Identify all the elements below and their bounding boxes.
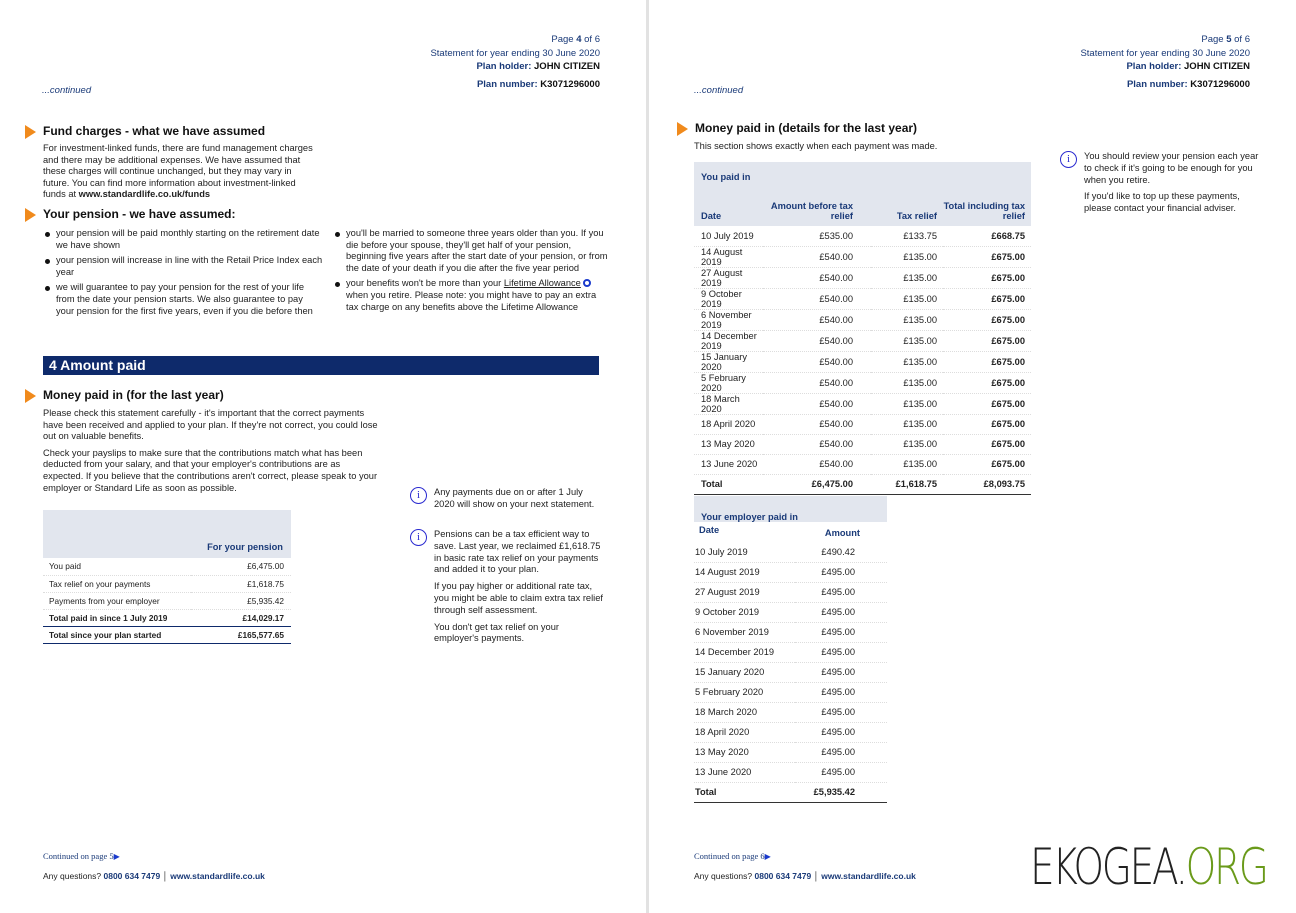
- amount-cell: £495.00: [821, 627, 855, 637]
- date-cell: 18 March 2020: [701, 393, 740, 414]
- total-cell: £675.00: [991, 293, 1025, 304]
- table-row: [694, 309, 1031, 330]
- total-cell: £675.00: [991, 314, 1025, 325]
- arrow-icon: [25, 125, 36, 139]
- amount-cell: £495.00: [821, 607, 855, 617]
- questions-label: Any questions?: [43, 871, 104, 881]
- page-total: of 6: [581, 34, 600, 45]
- table-row: [694, 682, 887, 702]
- phone-number[interactable]: 0800 634 7479: [754, 871, 812, 881]
- tax-relief-cell: £135.00: [903, 272, 937, 283]
- logo-accent: ORG: [1185, 838, 1267, 896]
- amount-cell: £540.00: [819, 356, 853, 367]
- table-row: [43, 592, 291, 609]
- col-tax-relief: Tax relief: [896, 211, 937, 221]
- amount-cell: £540.00: [819, 419, 853, 429]
- col-date: Date: [701, 211, 722, 221]
- amount-cell: £540.00: [819, 335, 853, 346]
- website-link[interactable]: www.standardlife.co.uk: [170, 871, 265, 881]
- amount-cell: £495.00: [821, 587, 855, 597]
- glossary-icon[interactable]: [583, 279, 591, 287]
- info-note: [1060, 151, 1260, 220]
- pension-assumed-heading: [25, 207, 236, 221]
- col-for-your-pension: For your pension: [207, 542, 283, 552]
- funds-link[interactable]: www.standardlife.co.uk/funds: [78, 189, 211, 200]
- tax-relief-cell: £135.00: [903, 377, 937, 388]
- total-cell: £675.00: [991, 251, 1025, 262]
- amount-cell: £490.42: [821, 546, 855, 557]
- info-text: You should review your pension each year to check if it's going to be enough for you when you retire.: [1084, 151, 1259, 185]
- summary-table: [43, 510, 291, 644]
- table-row: [43, 558, 291, 575]
- arrow-icon: [677, 122, 688, 136]
- total-cell: £675.00: [991, 398, 1025, 409]
- heading-text: Money paid in (details for the last year): [695, 121, 918, 135]
- heading-text: Your pension - we have assumed:: [43, 207, 236, 221]
- date-cell: 14 August 2019: [695, 567, 760, 577]
- date-cell: 9 October 2019: [695, 607, 760, 617]
- assumption-item: we will guarantee to pay your pension for the rest of your life from the date your pension starts. We also guarantee to pay your pension for the first five years, even if you die before then: [43, 282, 323, 317]
- item-text: when you retire. Please note: you might have to pay an extra tax charge on any benefits above the Lifetime Allowance: [346, 289, 597, 312]
- row-value: £5,935.42: [247, 595, 284, 606]
- tax-relief-cell: £135.00: [903, 439, 937, 449]
- date-cell: 13 June 2020: [701, 459, 758, 469]
- fund-charges-text: [43, 143, 313, 201]
- assumptions-left: [43, 228, 323, 321]
- page-header: [1080, 33, 1250, 91]
- date-cell: 13 May 2020: [701, 439, 755, 449]
- assumptions-right: [333, 228, 609, 317]
- date-cell: 15 January 2020: [695, 667, 765, 677]
- info-text: You don't get tax relief on your employer's payments.: [434, 621, 559, 644]
- date-cell: 18 March 2020: [695, 707, 758, 717]
- date-cell: 14 December 2019: [695, 647, 775, 657]
- employer-paid-in-table: [694, 496, 887, 803]
- amount-cell: £540.00: [819, 314, 853, 325]
- page-4: [0, 0, 646, 913]
- table-row: [694, 622, 887, 642]
- plan-number-label: Plan number:: [476, 78, 541, 90]
- money-paid-details-heading: [677, 121, 917, 135]
- statement-period: Statement for year ending 30 June 2020: [430, 47, 600, 59]
- total-cell: £8,093.75: [983, 479, 1025, 489]
- date-cell: 27 August 2019: [695, 587, 760, 597]
- total-cell: £675.00: [991, 272, 1025, 283]
- amount-cell: £495.00: [821, 727, 855, 737]
- table-row: [694, 288, 1031, 309]
- row-value: £14,029.17: [242, 612, 284, 623]
- arrow-icon: [25, 389, 36, 403]
- tax-relief-cell: £133.75: [903, 230, 937, 241]
- date-cell: 6 November 2019: [695, 627, 769, 637]
- date-cell: 18 April 2020: [701, 419, 756, 429]
- date-cell: 9 October 2019: [701, 288, 742, 309]
- table-row: [694, 542, 887, 562]
- table-header: [43, 510, 291, 558]
- total-cell: £675.00: [991, 377, 1025, 388]
- col-amount-before-tax-relief: Amount before tax relief: [770, 201, 853, 221]
- info-note: [410, 487, 605, 516]
- col-date: Date: [699, 525, 720, 535]
- play-arrow-icon: ▶: [113, 852, 120, 861]
- tax-relief-cell: £135.00: [903, 356, 937, 367]
- continued-on-text: Continued on page 5: [43, 851, 114, 861]
- table-header: [694, 186, 1031, 226]
- amount-cell: £495.00: [821, 667, 855, 677]
- play-arrow-icon: ▶: [764, 852, 771, 861]
- total-row: [694, 474, 1031, 494]
- tax-relief-cell: £1,618.75: [895, 479, 937, 489]
- arrow-icon: [25, 208, 36, 222]
- info-text: Pensions can be a tax efficient way to save. Last year, we reclaimed £1,618.75 in basic rate tax relief on your payments and added it to your plan.: [434, 529, 601, 575]
- table-row: [43, 609, 291, 626]
- amount-cell: £540.00: [819, 293, 853, 304]
- tax-relief-cell: £135.00: [903, 293, 937, 304]
- amount-cell: £540.00: [819, 272, 853, 283]
- tax-relief-cell: £135.00: [903, 314, 937, 325]
- amount-cell: £540.00: [819, 251, 853, 262]
- table-row: [694, 762, 887, 782]
- tax-relief-cell: £135.00: [903, 251, 937, 262]
- table-row: [694, 414, 1031, 434]
- date-cell: 5 February 2020: [695, 687, 764, 697]
- fund-charges-heading: [25, 124, 265, 138]
- phone-number[interactable]: 0800 634 7479: [103, 871, 161, 881]
- table-row: [694, 393, 1031, 414]
- info-note: [410, 529, 605, 650]
- footer-contact: Any questions? 0800 634 7479 │ www.standardlife.co.uk: [694, 871, 916, 881]
- page-label: Page: [551, 34, 577, 45]
- page-total: of 6: [1231, 34, 1250, 45]
- page-number: 5: [1226, 34, 1232, 45]
- plan-number-label: Plan number:: [1126, 78, 1191, 90]
- date-cell: Total: [701, 479, 723, 489]
- amount-cell: £495.00: [821, 707, 855, 717]
- total-cell: £675.00: [991, 335, 1025, 346]
- continued-on-text: Continued on page 6: [694, 851, 765, 861]
- amount-cell: £540.00: [819, 398, 853, 409]
- table-row: [694, 434, 1031, 454]
- date-cell: 10 July 2019: [701, 230, 754, 241]
- table-row: [694, 702, 887, 722]
- total-cell: £675.00: [991, 356, 1025, 367]
- website-link[interactable]: www.standardlife.co.uk: [821, 871, 916, 881]
- page-number: 4: [576, 34, 582, 45]
- money-paid-heading: [25, 388, 224, 402]
- holder-label: Plan holder:: [476, 61, 535, 72]
- col-amount: Amount: [824, 528, 860, 538]
- continued-label: ...continued: [42, 85, 92, 96]
- continued-label: ...continued: [694, 85, 744, 96]
- holder-label: Plan holder:: [1126, 61, 1185, 72]
- row-label: Tax relief on your payments: [49, 578, 151, 589]
- employer-paid-in-title: Your employer paid in: [701, 512, 798, 522]
- you-paid-in-title: You paid in: [701, 172, 751, 182]
- table-row: [694, 226, 1031, 246]
- paragraph: Please check this statement carefully - it's important that the correct payments have been received and applied to your plan. If they're not correct, you could lose out on valuable benefits.: [43, 408, 378, 442]
- plan-holder: JOHN CITIZEN: [534, 61, 600, 72]
- total-row: [694, 782, 887, 802]
- logo-main: EKOGEA.: [1030, 838, 1186, 896]
- amount-cell: £540.00: [819, 459, 853, 469]
- date-cell: 13 May 2020: [695, 747, 749, 757]
- total-cell: £668.75: [991, 230, 1025, 241]
- section-subtitle: This section shows exactly when each payment was made.: [694, 141, 938, 151]
- amount-cell: £540.00: [819, 377, 853, 388]
- info-icon: i: [410, 487, 427, 504]
- info-icon: i: [410, 529, 427, 546]
- footer-contact: Any questions? 0800 634 7479 │ www.standardlife.co.uk: [43, 871, 265, 881]
- table-row: [43, 575, 291, 592]
- col-total-including-tax-relief: Total including tax relief: [943, 201, 1025, 221]
- item-text: your benefits won't be more than your: [346, 278, 504, 289]
- table-row: [694, 742, 887, 762]
- amount-cell: £5,935.42: [813, 787, 855, 797]
- paragraph: Check your payslips to make sure that the contributions match what has been deducted from your salary, and that your employer's contributions are as expected. If you believe that the contributions aren't correct, please speak to your employer or Standard Life as soon as possible.: [43, 447, 378, 493]
- table-caption-row: [694, 496, 887, 522]
- assumption-item: you'll be married to someone three years older than you. If you die before your spouse, they'll get half of your pension, beginning five years after the start date of your pension, or from the date of your death if you die after the five year period: [333, 228, 609, 274]
- table-row: [694, 454, 1031, 474]
- date-cell: 14 December 2019: [701, 330, 757, 351]
- page-5: [649, 0, 1296, 913]
- date-cell: 5 February 2020: [701, 372, 746, 393]
- money-paid-text: [43, 408, 383, 499]
- fund-text: For investment-linked funds, there are fund management charges and there may be additional expenses. We have assumed that these charges will continue unchanged, but they may vary in future. You can find more information about investment-linked funds at: [43, 143, 313, 200]
- table-header: [694, 522, 887, 542]
- plan-number: K3071296000: [540, 78, 600, 90]
- assumption-item: your pension will increase in line with the Retail Price Index each year: [43, 255, 323, 278]
- row-value: £6,475.00: [247, 561, 284, 572]
- heading-text: Fund charges - what we have assumed: [43, 124, 266, 138]
- tax-relief-cell: £135.00: [903, 335, 937, 346]
- tax-relief-cell: £135.00: [903, 419, 937, 429]
- tax-relief-cell: £135.00: [903, 398, 937, 409]
- section-title-band: 4 Amount paid: [43, 356, 599, 375]
- table-row: [694, 642, 887, 662]
- continued-on: [694, 851, 771, 861]
- table-row: [694, 330, 1031, 351]
- statement-period: Statement for year ending 30 June 2020: [1080, 47, 1250, 59]
- table-row: [694, 582, 887, 602]
- row-label: You paid: [49, 561, 81, 572]
- table-row: [694, 246, 1031, 267]
- you-paid-in-table: [694, 162, 1031, 495]
- table-row: [694, 722, 887, 742]
- amount-cell: £495.00: [821, 747, 855, 757]
- plan-number: K3071296000: [1190, 78, 1250, 90]
- row-value: £1,618.75: [247, 578, 284, 589]
- total-cell: £675.00: [991, 459, 1025, 469]
- amount-cell: £6,475.00: [811, 479, 853, 489]
- lifetime-allowance-link[interactable]: Lifetime Allowance: [503, 278, 581, 289]
- info-text: If you'd like to top up these payments, please contact your financial adviser.: [1084, 191, 1240, 214]
- watermark-logo: [1030, 838, 1267, 896]
- table-row: [43, 626, 291, 643]
- table-row: [694, 562, 887, 582]
- date-cell: 18 April 2020: [695, 727, 750, 737]
- table-row: [694, 267, 1031, 288]
- assumption-item: [333, 278, 609, 313]
- table-row: [694, 372, 1031, 393]
- heading-text: Money paid in (for the last year): [43, 388, 224, 402]
- row-label: Total paid in since 1 July 2019: [49, 612, 168, 623]
- amount-cell: £540.00: [819, 439, 853, 449]
- amount-cell: £535.00: [819, 230, 853, 241]
- plan-holder: JOHN CITIZEN: [1184, 61, 1250, 72]
- total-cell: £675.00: [991, 439, 1025, 449]
- amount-cell: £495.00: [821, 687, 855, 697]
- assumption-item: your pension will be paid monthly starting on the retirement date we have shown: [43, 228, 323, 251]
- date-cell: 6 November 2019: [701, 309, 752, 330]
- info-text: If you pay higher or additional rate tax, you might be able to claim extra tax relief through self assessment.: [434, 581, 603, 615]
- row-value: £165,577.65: [237, 629, 284, 640]
- table-row: [694, 351, 1031, 372]
- row-label: Payments from your employer: [49, 595, 160, 606]
- table-row: [694, 602, 887, 622]
- date-cell: 10 July 2019: [695, 546, 748, 557]
- row-label: Total since your plan started: [49, 629, 162, 640]
- table-caption-row: [694, 162, 1031, 186]
- date-cell: 14 August 2019: [701, 246, 743, 267]
- date-cell: 15 January 2020: [701, 351, 747, 372]
- page-label: Page: [1201, 34, 1227, 45]
- tax-relief-cell: £135.00: [903, 459, 937, 469]
- page-header: [430, 33, 600, 91]
- amount-cell: £495.00: [821, 647, 855, 657]
- date-cell: 13 June 2020: [695, 767, 752, 777]
- total-cell: £675.00: [991, 419, 1025, 429]
- info-text: Any payments due on or after 1 July 2020 will show on your next statement.: [434, 487, 595, 509]
- amount-cell: £495.00: [821, 767, 855, 777]
- continued-on: [43, 851, 120, 861]
- info-icon: i: [1060, 151, 1077, 168]
- date-cell: Total: [695, 787, 717, 797]
- table-row: [694, 662, 887, 682]
- date-cell: 27 August 2019: [701, 267, 743, 288]
- questions-label: Any questions?: [694, 871, 755, 881]
- amount-cell: £495.00: [821, 567, 855, 577]
